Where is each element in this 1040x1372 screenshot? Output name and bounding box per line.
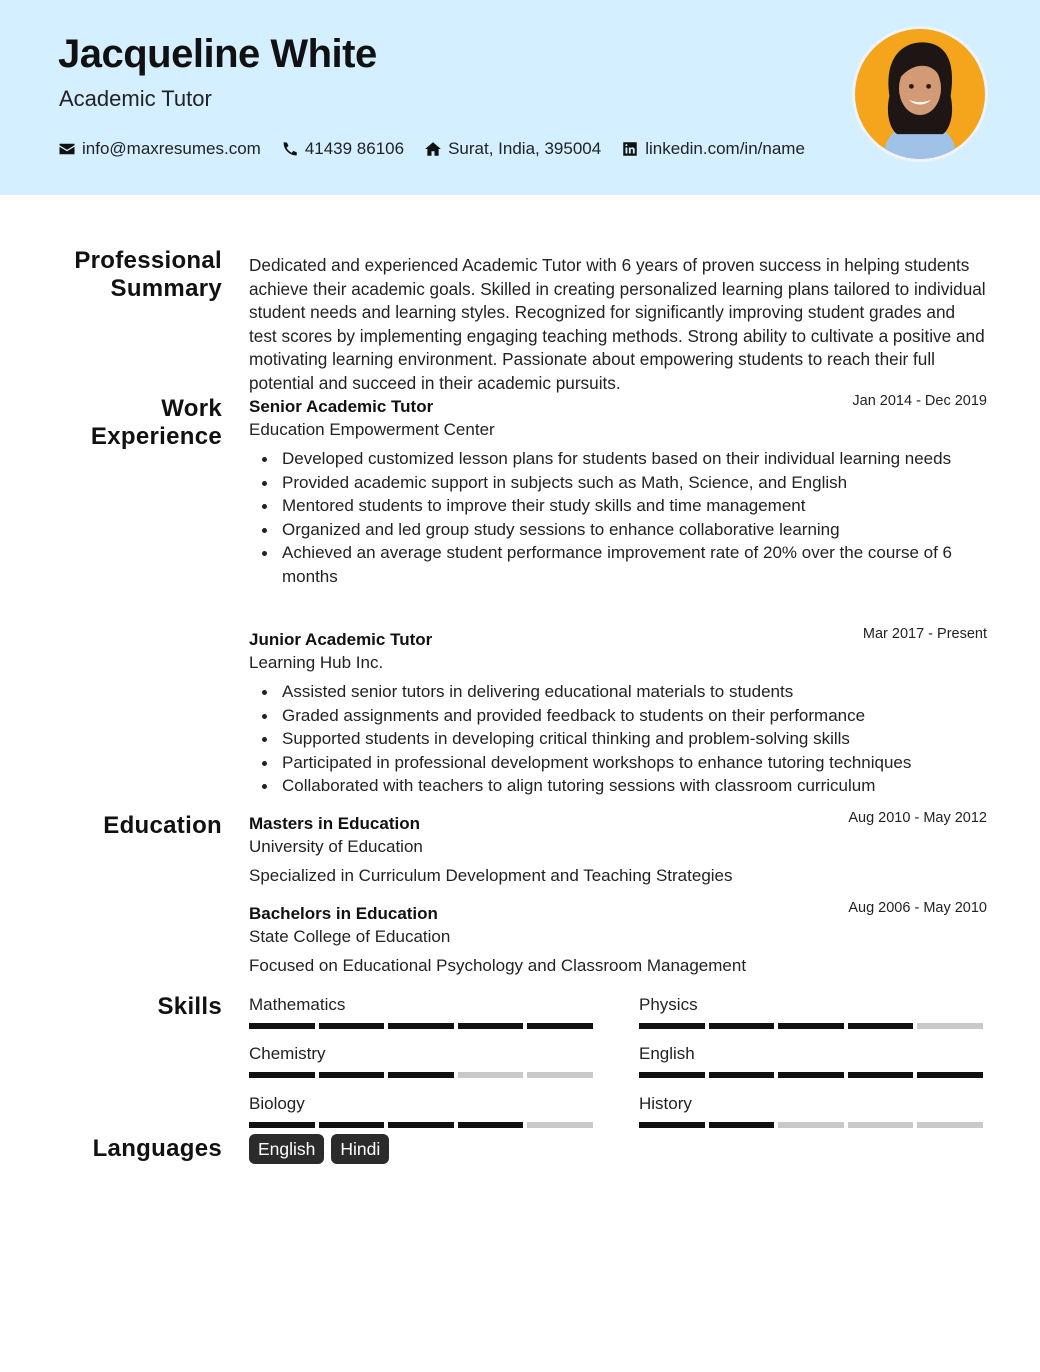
language-badge: English (249, 1134, 324, 1164)
skill-level-segment (249, 1072, 315, 1078)
skill-level-segment (917, 1072, 983, 1078)
skill-level-segment (639, 1023, 705, 1029)
skill-level-segment (778, 1072, 844, 1078)
phone-icon (281, 140, 299, 158)
skill-item (249, 1043, 597, 1078)
list-item: Graded assignments and provided feedback to students on their performance (249, 704, 987, 728)
skill-name: Biology (249, 1094, 305, 1113)
skill-name: History (639, 1094, 692, 1113)
list-item: Organized and led group study sessions to enhance collaborative learning (249, 518, 987, 542)
education-entry (249, 900, 987, 978)
list-item: Provided academic support in subjects such as Math, Science, and English (249, 471, 987, 495)
skill-item (249, 994, 597, 1029)
job-bullets (249, 680, 987, 798)
language-badge: Hindi (331, 1134, 389, 1164)
skill-level-bar (639, 1072, 987, 1078)
candidate-role: Academic Tutor (59, 86, 212, 111)
skill-level-segment (527, 1072, 593, 1078)
school-name: University of Education (249, 837, 423, 856)
skill-level-bar (249, 1072, 597, 1078)
list-item: Assisted senior tutors in delivering educational materials to students (249, 680, 987, 704)
section-title-languages: Languages (92, 1135, 222, 1162)
skill-level-segment (458, 1023, 524, 1029)
education-entry (249, 810, 987, 888)
skill-level-segment (388, 1072, 454, 1078)
resume-header (0, 0, 1040, 195)
skill-level-segment (778, 1122, 844, 1128)
section-title-line: Work (161, 395, 222, 422)
section-title-summary (74, 247, 222, 303)
skill-level-bar (639, 1023, 987, 1029)
summary-text: Dedicated and experienced Academic Tutor with 6 years of proven success in helping students achieve their academic goals. Skilled in creating personalized learning plans tailored to individual student needs and learning styles. Recognized for significantly improving student grades and test scores by implementing engaging teaching methods. Strong ability to cultivate a positive and motivating learning environment. Passionate about empowering students to reach their full potential and succeed in their academic pursuits. (249, 255, 986, 393)
language-list (249, 1134, 396, 1164)
skill-level-segment (527, 1023, 593, 1029)
skill-level-segment (249, 1023, 315, 1029)
skill-level-segment (709, 1072, 775, 1078)
skill-level-segment (527, 1122, 593, 1128)
skill-item (249, 1093, 597, 1128)
skill-level-bar (249, 1122, 597, 1128)
job-company: Education Empowerment Center (249, 420, 495, 439)
skill-level-segment (848, 1122, 914, 1128)
avatar (852, 26, 988, 162)
section-title-line: Professional (74, 247, 222, 274)
section-title-education: Education (103, 812, 222, 839)
list-item: Developed customized lesson plans for students based on their individual learning needs (249, 447, 987, 471)
skill-level-segment (249, 1122, 315, 1128)
education-description: Focused on Educational Psychology and Classroom Management (249, 956, 747, 975)
skill-level-bar (639, 1122, 987, 1128)
job-date: Mar 2017 - Present (862, 626, 987, 642)
contact-linkedin-text: linkedin.com/in/name (645, 139, 805, 158)
contact-location-text: Surat, India, 395004 (448, 139, 602, 158)
skill-level-segment (848, 1072, 914, 1078)
skill-level-segment (388, 1023, 454, 1029)
section-title-work (91, 395, 222, 451)
skill-level-segment (458, 1122, 524, 1128)
job-date: Jan 2014 - Dec 2019 (852, 393, 987, 409)
contact-phone-text: 41439 86106 (304, 139, 405, 158)
work-entry (249, 393, 987, 589)
skill-level-segment (388, 1122, 454, 1128)
degree-title: Masters in Education (249, 814, 420, 833)
skill-level-segment (848, 1023, 914, 1029)
contact-linkedin[interactable] (621, 139, 805, 159)
job-title: Senior Academic Tutor (249, 397, 434, 416)
envelope-icon (58, 140, 76, 158)
section-title-line: Experience (90, 423, 222, 450)
skill-level-segment (917, 1023, 983, 1029)
degree-title: Bachelors in Education (249, 904, 438, 923)
skill-name: Mathematics (249, 995, 346, 1014)
contact-row (58, 139, 825, 159)
section-title-line: Summary (110, 275, 222, 302)
contact-phone[interactable] (281, 139, 404, 159)
education-date: Aug 2010 - May 2012 (848, 810, 987, 826)
job-title: Junior Academic Tutor (249, 630, 433, 649)
skill-name: Chemistry (249, 1044, 326, 1063)
section-title-skills: Skills (157, 993, 222, 1020)
skill-name: English (639, 1044, 695, 1063)
home-icon (424, 140, 442, 158)
skill-level-segment (639, 1072, 705, 1078)
skill-level-segment (778, 1023, 844, 1029)
contact-email-text: info@maxresumes.com (82, 139, 261, 158)
skill-level-segment (458, 1072, 524, 1078)
contact-email[interactable] (58, 139, 261, 159)
skill-level-segment (917, 1122, 983, 1128)
skill-level-segment (709, 1023, 775, 1029)
work-entry (249, 626, 987, 798)
education-date: Aug 2006 - May 2010 (848, 900, 987, 916)
skill-level-segment (639, 1122, 705, 1128)
skill-level-segment (319, 1122, 385, 1128)
linkedin-icon (621, 140, 639, 158)
education-description: Specialized in Curriculum Development and Teaching Strategies (249, 866, 733, 885)
skill-item (639, 1093, 987, 1128)
list-item: Supported students in developing critical thinking and problem-solving skills (249, 727, 987, 751)
skill-level-bar (249, 1023, 597, 1029)
skill-level-segment (319, 1072, 385, 1078)
list-item: Participated in professional development workshops to enhance tutoring techniques (249, 751, 987, 775)
skill-name: Physics (639, 995, 698, 1014)
skill-level-segment (319, 1023, 385, 1029)
job-bullets (249, 447, 987, 589)
skill-item (639, 1043, 987, 1078)
profile-photo-icon (855, 29, 985, 159)
contact-location (424, 139, 601, 159)
school-name: State College of Education (249, 927, 451, 946)
list-item: Achieved an average student performance improvement rate of 20% over the course of 6 months (249, 541, 987, 588)
candidate-name: Jacqueline White (58, 32, 377, 76)
list-item: Collaborated with teachers to align tutoring sessions with classroom curriculum (249, 774, 987, 798)
job-company: Learning Hub Inc. (249, 653, 384, 672)
skill-item (639, 994, 987, 1029)
skill-level-segment (709, 1122, 775, 1128)
list-item: Mentored students to improve their study skills and time management (249, 494, 987, 518)
